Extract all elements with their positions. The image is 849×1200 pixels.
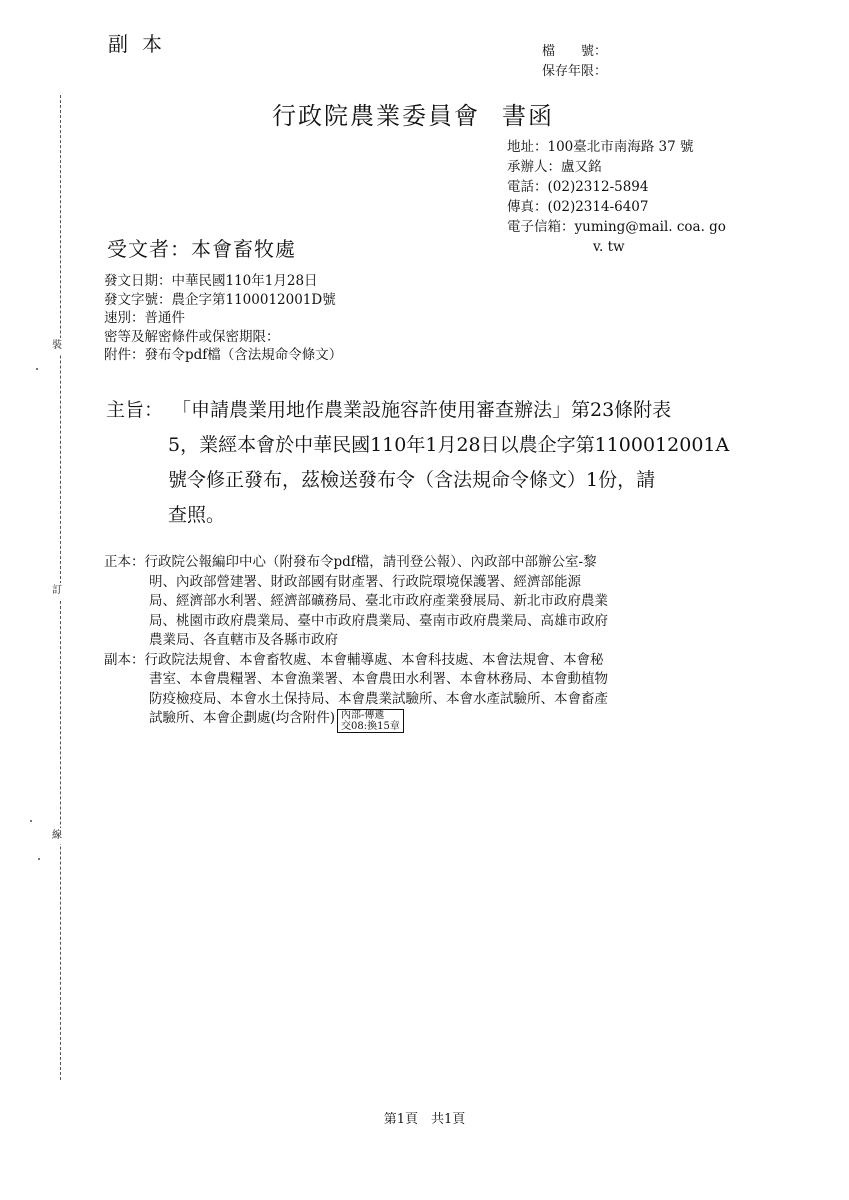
copy-recipients-label: 副本： (104, 651, 145, 668)
distribution-block (104, 553, 608, 733)
contact-block (507, 137, 726, 257)
scan-speck (30, 820, 32, 822)
email-line-1: 電子信箱：yuming@mail. coa. go (507, 219, 726, 235)
fax: 傳真：(02)2314-6407 (507, 199, 649, 215)
document-meta (104, 272, 342, 365)
original-recipients-line-1: 行政院公報編印中心（附發布令pdf檔，請刊登公報）、內政部中部辦公室-黎 (144, 554, 597, 570)
email-line-2: v. tw (593, 239, 625, 255)
scan-speck (38, 858, 40, 860)
original-recipients-line-4: 局、桃園市政府農業局、臺中市政府農業局、臺南市政府農業局、高雄市政府 (149, 612, 608, 629)
security-level: 密等及解密條件或保密期限： (104, 328, 280, 345)
stamp-line-2: 交08:換15章 (341, 721, 400, 732)
copy-recipients-line-3: 防疫檢疫局、本會水土保持局、本會農業試驗所、本會水產試驗所、本會畜產 (149, 690, 608, 707)
address: 地址：100臺北市南海路 37 號 (507, 139, 694, 155)
page-footer: 第1頁 共1頁 (383, 1112, 466, 1127)
delivery-speed: 速別：普通件 (104, 310, 185, 326)
subject-line-1: 「申請農業用地作農業設施容許使用審查辦法」第23條附表 (172, 399, 672, 421)
document-number: 發文字號：農企字第1100012001D號 (104, 291, 336, 308)
issuing-organization: 行政院農業委員會 (272, 102, 480, 130)
copy-recipients-line-1: 行政院法規會、本會畜牧處、本會輔導處、本會科技處、本會法規會、本會秘 (144, 651, 604, 668)
routing-stamp (337, 709, 404, 733)
attachment: 附件：發布令pdf檔（含法規命令條文） (104, 347, 343, 363)
file-meta (542, 42, 607, 82)
binding-mark-top: 裝 (52, 338, 62, 354)
document-title (272, 96, 554, 131)
subject-block (106, 393, 729, 533)
issue-date: 發文日期：中華民國110年1月28日 (104, 273, 318, 289)
original-recipients-line-3: 局、經濟部水利署、經濟部礦務局、臺北市政府產業發展局、新北市政府農業 (149, 593, 608, 609)
document-type: 書函 (502, 102, 554, 130)
phone: 電話：(02)2312-5894 (507, 179, 649, 195)
subject-label: 主旨： (106, 399, 164, 421)
original-recipients-label: 正本： (104, 554, 145, 570)
subject-line-3: 號令修正發布，茲檢送發布令（含法規命令條文）1份，請 (168, 469, 656, 491)
subject-line-2: 5，業經本會於中華民國110年1月28日以農企字第1100012001A (168, 434, 730, 456)
copy-mark: 副本 (108, 32, 176, 56)
original-recipients-line-5: 農業局、各直轄市及各縣市政府 (149, 632, 338, 648)
original-recipients-line-2: 明、內政部營建署、財政部國有財產署、行政院環境保護署、經濟部能源 (149, 573, 581, 590)
file-number-label: 檔 號： (542, 44, 608, 59)
copy-recipients-line-2: 書室、本會農糧署、本會漁業署、本會農田水利署、本會林務局、本會動植物 (149, 671, 608, 687)
binding-mark-bottom: 線 (52, 828, 62, 844)
stamp-line-1: 內部-傳遞 (341, 710, 385, 721)
retention-label: 保存年限： (542, 64, 608, 79)
binding-mark-middle: 訂 (52, 583, 62, 599)
handler: 承辦人：盧又銘 (507, 159, 602, 175)
scan-speck (36, 368, 38, 370)
copy-recipients-line-4: 試驗所、本會企劃處(均含附件) (149, 710, 336, 726)
recipient: 受文者：本會畜牧處 (107, 237, 296, 261)
subject-line-4: 查照。 (168, 504, 226, 526)
